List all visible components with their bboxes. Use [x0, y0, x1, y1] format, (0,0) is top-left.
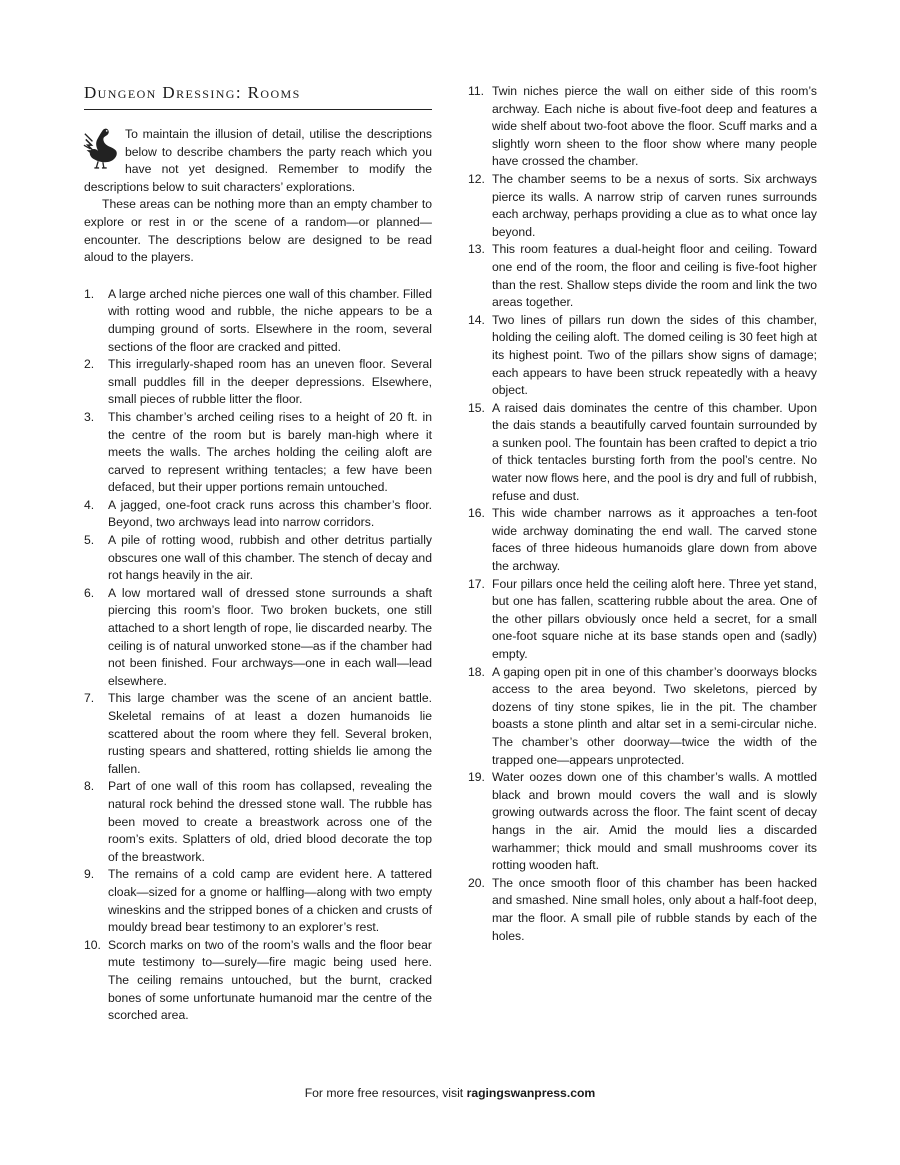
list-item-text: This wide chamber narrows as it approaches a ten-foot wide archway dominating the end wall. The carved stone faces of three hideous humanoids glare down from above the archway.	[492, 506, 817, 574]
intro-paragraph-1: To maintain the illusion of detail, utilise the descriptions below to describe chambers the party reach which you have not yet designed. Remember to modify the descriptions below to suit characters’ explorations.	[84, 127, 432, 194]
list-item	[468, 875, 817, 945]
list-item	[468, 312, 817, 400]
footer-text: For more free resources, visit	[304, 1086, 467, 1100]
list-item-text: A pile of rotting wood, rubbish and other detritus partially obscures one wall of this chamber. The stench of decay and rot hangs heavily in the air.	[108, 533, 432, 583]
list-item	[84, 409, 432, 497]
list-item-number: 3.	[84, 409, 95, 424]
list-item-text: This room features a dual-height floor and ceiling. Toward one end of the room, the floor and ceiling is five-foot higher than the rest. Shallow steps divide the room and link the two areas together.	[492, 242, 817, 310]
room-list-left	[84, 286, 432, 1025]
list-item-text: A low mortared wall of dressed stone surrounds a shaft piercing this room’s floor. Two broken buckets, one still attached to a short length of rope, lie discarded nearby. The ceiling is of natural unworked stone—as if the chamber had not been finished. Four archways—one in each wall—lead elsewhere.	[108, 585, 432, 688]
list-item-number: 10.	[84, 937, 101, 952]
list-item-text: Scorch marks on two of the room’s walls and the floor bear mute testimony to—surely—fire magic being used here. The ceiling remains untouched, but the burnt, cracked bones of some unfortunate humanoid mar the centre of the scorched area.	[108, 937, 432, 1023]
right-column	[468, 83, 817, 945]
list-item	[84, 866, 432, 936]
list-item-text: A raised dais dominates the centre of this chamber. Upon the dais stands a beautifully carved fountain surrounded by a sunken pool. The fountain has been crafted to depict a trio of thick tentacles bursting forth from the pool’s centre. No water now flows here, and the pool is dry and full of rubbish, refuse and dust.	[492, 400, 817, 503]
list-item-text: Part of one wall of this room has collapsed, revealing the natural rock behind the dressed stone wall. The rubble has been moved to create a breastwork across one of the room’s exits. Splatters of old, dried blood decorate the top of the breastwork.	[108, 779, 432, 864]
list-item-number: 6.	[84, 585, 95, 600]
footer	[0, 1086, 900, 1100]
list-item	[468, 400, 817, 506]
list-item-text: Two lines of pillars run down the sides of this chamber, holding the ceiling aloft. The domed ceiling is 30 feet high at its highest point. Two of the pillars show signs of damage; each appears to have been struck repeatedly with a heavy object.	[492, 312, 817, 398]
list-item	[84, 585, 432, 691]
list-item-number: 9.	[84, 867, 95, 882]
list-item	[84, 497, 432, 532]
list-item-text: The remains of a cold camp are evident here. A tattered cloak—sized for a gnome or halfling—along with two empty wineskins and the stripped bones of a chicken and crusts of mouldy bread bear testimony to an explorer’s rest.	[108, 867, 432, 935]
list-item-number: 17.	[468, 576, 485, 591]
list-item-number: 8.	[84, 779, 95, 794]
list-item-number: 19.	[468, 770, 485, 785]
list-item-number: 7.	[84, 691, 95, 706]
list-item-text: Twin niches pierce the wall on either side of this room’s archway. Each niche is about five-foot deep and features a wide shelf about two-foot above the floor. Scuff marks and a slightly worn sheen to the floor show where many people have crossed the chamber.	[492, 84, 817, 169]
room-list-right	[468, 83, 817, 945]
list-item-number: 16.	[468, 506, 485, 521]
list-item-number: 13.	[468, 242, 485, 257]
list-item-text: This large chamber was the scene of an ancient battle. Skeletal remains of at least a dozen humanoids lie scattered about the room where they fell. Several broken, rusting spears and shattered, rotting shields lie among the fallen.	[108, 691, 432, 776]
list-item	[468, 576, 817, 664]
list-item-text: A gaping open pit in one of this chamber’s doorways blocks access to the area beyond. Two skeletons, pierced by dozens of tiny stone spikes, lie in the pit. The chamber boasts a stone plinth and altar set in a semi-circular niche. The chamber’s other doorway—twice the width of the trapped one—appears unprotected.	[492, 664, 817, 767]
list-item-text: The once smooth floor of this chamber has been hacked and smashed. Nine small holes, only about a half-foot deep, mar the floor. A small pile of rubble stands by each of the holes.	[492, 875, 817, 943]
list-item	[84, 937, 432, 1025]
left-column	[84, 83, 432, 1025]
list-item	[84, 356, 432, 409]
intro	[84, 126, 432, 267]
swan-crest-icon	[82, 126, 120, 170]
list-item-text: A jagged, one-foot crack runs across this chamber’s floor. Beyond, two archways lead into narrow corridors.	[108, 497, 432, 530]
list-item	[468, 171, 817, 241]
list-item	[468, 83, 817, 171]
list-item-text: The chamber seems to be a nexus of sorts. Six archways pierce its walls. A narrow strip of carven runes surrounds each archway, perhaps providing a clue as to what once lay beyond.	[492, 171, 817, 239]
list-item	[84, 286, 432, 356]
list-item-text: Water oozes down one of this chamber’s walls. A mottled black and brown mould covers the wall and is slowly growing outwards across the floor. The faint scent of decay hangs in the air. Amid the mould lies a discarded warhammer; thick mould and small mushrooms cover its rotting wooden haft.	[492, 770, 817, 873]
list-item-number: 15.	[468, 400, 485, 415]
list-item-number: 1.	[84, 286, 95, 301]
list-item-number: 4.	[84, 497, 95, 512]
list-item	[84, 778, 432, 866]
list-item-text: This chamber’s arched ceiling rises to a height of 20 ft. in the centre of the room but is barely man-high where it meets the walls. The arches holding the ceiling aloft are carved to represent writhing tentacles; a few have been defaced, but their upper portions remain untouched.	[108, 409, 432, 495]
list-item	[468, 664, 817, 770]
list-item	[468, 505, 817, 575]
list-item-text: A large arched niche pierces one wall of this chamber. Filled with rotting wood and rubble, the niche appears to be a dumping ground of sorts. Elsewhere in the room, several sections of the floor are cracked and pitted.	[108, 286, 432, 354]
footer-link[interactable]: ragingswanpress.com	[466, 1086, 596, 1100]
list-item-number: 12.	[468, 171, 485, 186]
list-item-number: 2.	[84, 357, 95, 372]
list-item-number: 5.	[84, 533, 95, 548]
list-item	[468, 241, 817, 311]
list-item	[468, 769, 817, 875]
intro-paragraph-2: These areas can be nothing more than an empty chamber to explore or rest in or the scene of a random—or planned—encounter. The descriptions below are designed to be read aloud to the players.	[84, 197, 432, 265]
list-item-number: 11.	[468, 84, 485, 98]
list-item	[84, 690, 432, 778]
list-item	[84, 532, 432, 585]
list-item-text: This irregularly-shaped room has an uneven floor. Several small puddles fill in the deeper depressions. Elsewhere, small pieces of rubble litter the floor.	[108, 357, 432, 407]
list-item-number: 20.	[468, 875, 485, 890]
list-item-number: 14.	[468, 312, 485, 327]
list-item-number: 18.	[468, 664, 485, 679]
list-item-text: Four pillars once held the ceiling aloft here. Three yet stand, but one has fallen, scattering rubble about the area. One of the other pillars obviously once held a secret, for a small one-foot square niche at its base stands open and (sadly) empty.	[492, 576, 817, 661]
page-title: Dungeon Dressing: Rooms	[84, 83, 432, 110]
